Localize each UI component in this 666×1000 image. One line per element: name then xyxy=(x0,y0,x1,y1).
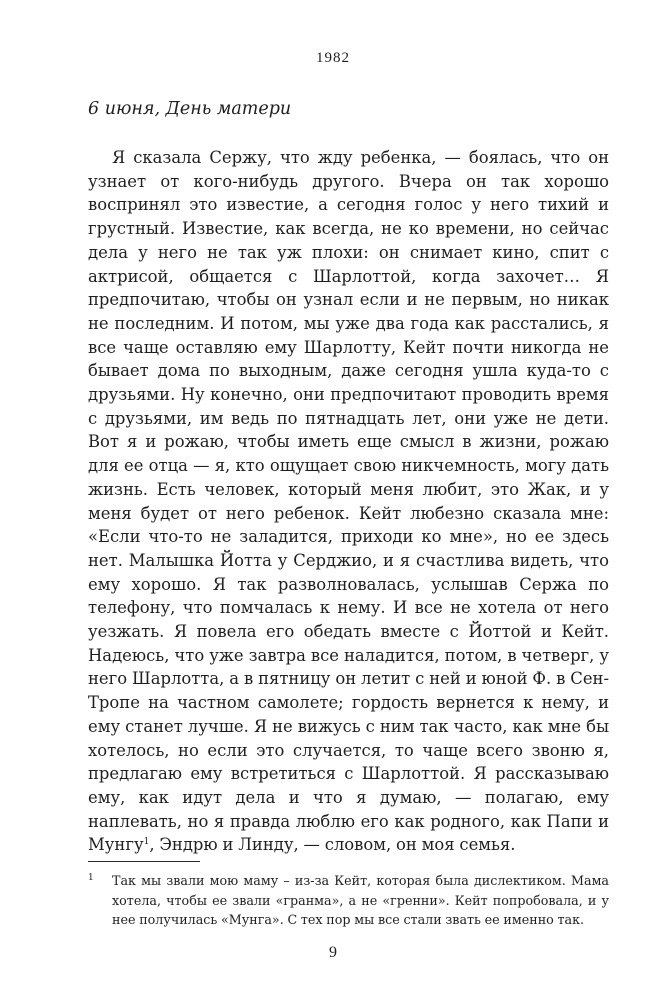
running-head-year: 1982 xyxy=(316,50,350,66)
footnote-reference: 1 xyxy=(143,837,150,848)
diary-entry-heading: 6 июня, День матери xyxy=(88,99,292,119)
footnote-mark: 1 xyxy=(88,873,94,883)
footnote-text: Так мы звали мою маму – из-за Кейт, которая была дислектиком. Мама хотела, чтобы ее звали «гранма», а не «гренни». Кейт попробовала, и у нее получилась «Мунга». С тех пор мы все стали звать ее именно так. xyxy=(112,873,609,927)
body-text-part-2: , Эндрю и Линду, — словом, он моя семья. xyxy=(149,835,516,855)
page-number: 9 xyxy=(329,944,337,961)
body-text-part-1: Я сказала Сержу, что жду ребенка, — боялась, что он узнает от кого-нибудь другого. Вчера он так хорошо воспринял это известие, а сегодня голос у него тихий и грустный. Известие, как всегда, не ко времени, но сейчас дела у него не так уж плохи: он снимает кино, спит с актрисой, общается с Шарлоттой, когда захочет… Я предпочитаю, чтобы он узнал если и не первым, но никак не последним. И потом, мы уже два года как расстались, я все чаще оставляю ему Шарлотту, Кейт почти никогда не бывает дома по выходным, даже сегодня ушла куда-то с друзьями. Ну конечно, они предпочитают проводить время с друзьями, им ведь по пятнадцать лет, они уже не дети. Вот я и рожаю, чтобы иметь еще смысл в жизни, рожаю для ее отца — я, кто ощущает свою никчемность, могу дать жизнь. Есть человек, который меня любит, это Жак, и у меня будет от него ребенок. Кейт любезно сказала мне: «Если что-то не заладится, приходи ко мне», но ее здесь нет. Малышка Йотта у Серджио, и я счастлива видеть, что ему хорошо. Я так разволновалась, услышав Сержа по телефону, что помчалась к нему. И все не хотела от него уезжать. Я повела его обедать вместе с Йоттой и Кейт. Надеюсь, что уже завтра все наладится, потом, в четверг, у него Шарлотта, а в пятницу он летит с ней и юной Ф. в Сен-Тропе на частном самолете; гордость вернется к нему, и ему станет лучше. Я не вижусь с ним так часто, как мне бы хотелось, но если это случается, то чаще всего звоню я, предлагаю ему встретиться с Шарлоттой. Я рассказываю ему, как идут дела и что я думаю, — полагаю, ему наплевать, но я правда люблю его как родного, как Папи и Мунгу xyxy=(88,148,609,855)
footnote xyxy=(88,871,609,930)
diary-entry-body xyxy=(88,146,609,857)
footnote-separator xyxy=(88,861,200,862)
